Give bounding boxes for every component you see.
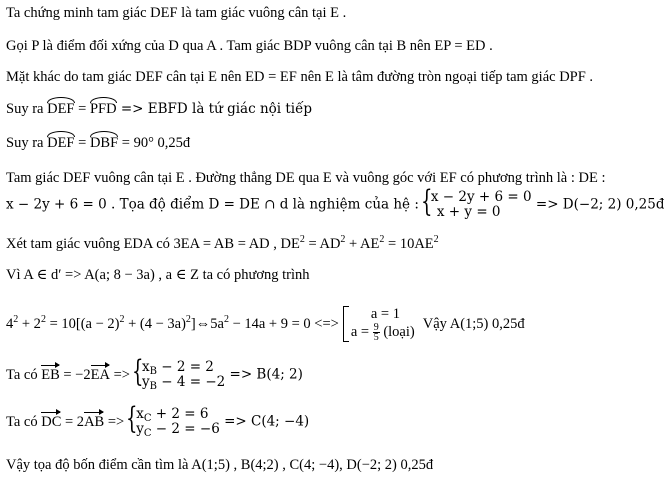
brace-icon: { xyxy=(131,354,144,389)
system-d-eq1: x − 2y + 6 = 0 xyxy=(430,189,532,205)
system-d xyxy=(420,184,532,220)
line-12 xyxy=(6,401,310,439)
line-12-lhs: Ta có DC = 2AB => xyxy=(6,413,125,430)
sq: 2 xyxy=(340,234,346,245)
line-8-b: = AD xyxy=(304,236,341,252)
bracket-icon xyxy=(343,306,349,342)
line-1: Ta chứng minh tam giác DEF là tam giác vuông cân tại E . xyxy=(6,5,347,21)
line-6: Tam giác DEF vuông cân tại E . Đường thẳng DE qua E và vuông góc với EF có phương trình là : DE : xyxy=(6,170,606,186)
line-4-eq: = xyxy=(74,101,90,117)
line-11 xyxy=(6,354,303,392)
sq: 2 xyxy=(299,234,305,245)
sq: 2 xyxy=(379,234,385,245)
line-5-rest: = 90° 0,25đ xyxy=(118,135,191,151)
line-10-rest: Vậy A(1;5) 0,25đ xyxy=(422,315,525,332)
arc-def-2: DEF xyxy=(47,135,75,151)
fraction-9-5: $\frac{9}{5}$ xyxy=(373,322,379,344)
line-5-prefix: Suy ra xyxy=(6,135,48,151)
line-7-rest: => D(−2; 2) 0,25đ xyxy=(531,196,664,213)
system-b xyxy=(131,354,226,392)
line-3: Mặt khác do tam giác DEF cân tại E nên ED = EF nên E là tâm đường tròn ngoại tiếp tam giác DPF . xyxy=(6,69,594,85)
case-1: a = 1 xyxy=(370,306,400,322)
line-5-eq: = xyxy=(74,135,90,151)
vector-ab: AB xyxy=(84,413,105,430)
line-9: Vì A ∈ d′ => A(a; 8 − 3a) , a ∈ Z ta có phương trình xyxy=(6,267,310,283)
case-2: a = $\frac{9}{5}$ (loại) xyxy=(350,322,415,344)
brace-icon: { xyxy=(126,401,138,436)
line-4 xyxy=(6,102,312,117)
arc-dbf: DBF xyxy=(89,135,119,151)
arc-def: DEF xyxy=(47,101,75,117)
system-b-eq2: $y_B - 4 = -2$ xyxy=(141,374,226,392)
line-7 xyxy=(6,184,664,220)
line-8-c: + AE xyxy=(345,236,380,252)
system-c-eq2: $y_C - 2 = -6$ xyxy=(136,421,220,439)
arc-pfd: PFD xyxy=(89,101,117,117)
line-5 xyxy=(6,136,190,151)
line-8-d: = 10AE xyxy=(384,236,434,252)
vector-dc: DC xyxy=(41,413,62,430)
line-12-rest: => C(4; −4) xyxy=(219,413,310,430)
vector-ea: EA xyxy=(90,366,110,383)
line-8-a: Xét tam giác vuông EDA có 3EA = AB = AD , DE xyxy=(6,236,300,252)
system-c xyxy=(126,401,220,439)
line-13: Vậy tọa độ bốn điểm cần tìm là A(1;5) , B(4;2) , C(4; −4), D(−2; 2) 0,25đ xyxy=(6,457,434,473)
line-10-eq: $4^2 + 2^2 = 10[(a - 2)^2 + (4$ − $3a)^2]\Leftrightarrow 5a^2 - 14a + 9 = 0$ <=> xyxy=(6,313,339,332)
brace-icon: { xyxy=(420,184,433,219)
system-d-eq2: x + y = 0 xyxy=(436,204,501,220)
system-b-eq1: $x_B - 2 = 2$ xyxy=(141,359,214,377)
sq: 2 xyxy=(433,234,439,245)
vector-eb: EB xyxy=(41,366,60,383)
line-7-text: x − 2y + 6 = 0 . Tọa độ điểm D = DE ∩ d là nghiệm của hệ : xyxy=(6,196,419,213)
line-8 xyxy=(6,234,439,252)
line-10 xyxy=(6,306,525,342)
line-11-rest: => B(4; 2) xyxy=(225,366,303,383)
line-11-lhs: Ta có EB = −2EA => xyxy=(6,366,130,383)
line-4-rest: => EBFD là tứ giác nội tiếp xyxy=(116,101,313,117)
line-2: Gọi P là điểm đối xứng của D qua A . Tam giác BDP vuông cân tại B nên EP = ED . xyxy=(6,38,493,54)
case-bracket xyxy=(343,306,415,342)
system-c-eq1: $x_C + 2 = 6$ xyxy=(136,406,209,424)
line-4-prefix: Suy ra xyxy=(6,101,48,117)
